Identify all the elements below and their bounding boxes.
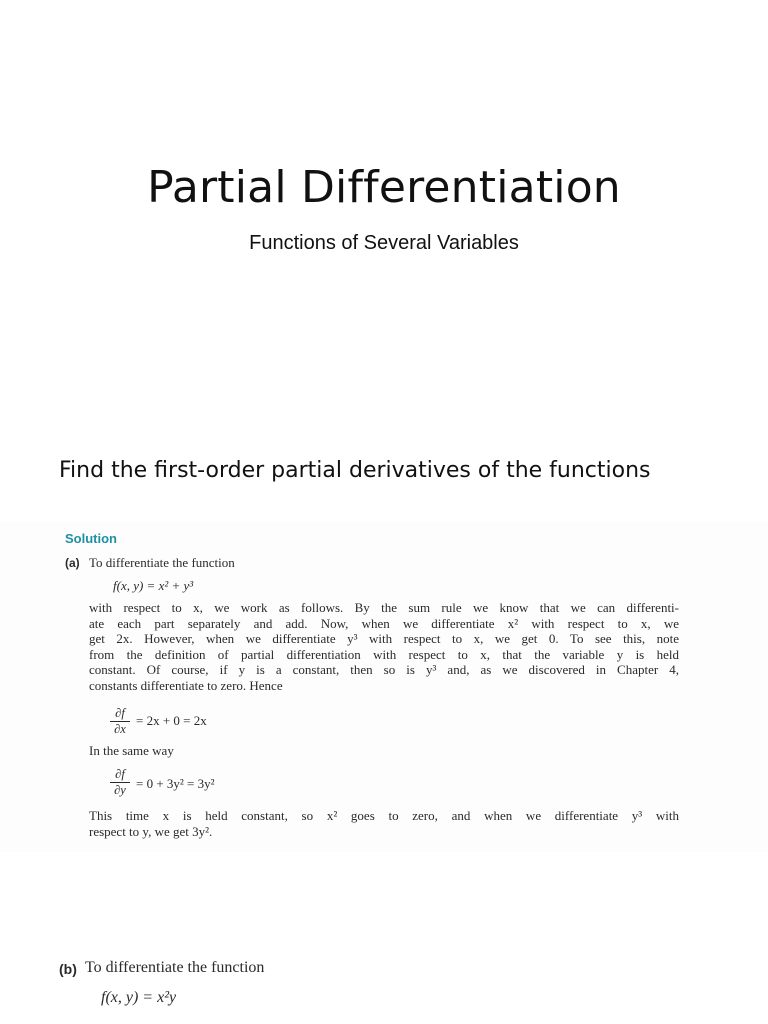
paragraph-line: with respect to x, we work as follows. By the sum rule we know that we can differenti-	[89, 600, 679, 615]
part-a-closing	[89, 808, 679, 839]
fraction-denominator: ∂y	[114, 783, 126, 797]
part-b-label: (b)	[59, 961, 77, 977]
paragraph-line: constant. Of course, if y is a constant, then so is y³ and, as we discovered in Chapter 4,	[89, 662, 679, 678]
fraction-denominator: ∂x	[114, 722, 126, 736]
part-a-label: (a)	[65, 556, 80, 570]
slide-heading: Find the first-order partial derivatives of the functions	[59, 458, 651, 483]
paragraph-line: ate each part separately and add. Now, when we differentiate x² with respect to x, we	[89, 615, 679, 631]
paragraph-line: from the definition of partial differentiation with respect to x, that the variable y is held	[89, 646, 679, 662]
fraction-numerator: ∂f	[115, 767, 125, 781]
paragraph-line: get 2x. However, when we differentiate y³ with respect to x, we get 0. To see this, note	[89, 631, 679, 647]
slide-title: Partial Differentiation	[147, 162, 621, 213]
part-a-paragraph	[89, 600, 679, 694]
solution-label: Solution	[65, 531, 117, 546]
dfdx-result: = 2x + 0 = 2x	[136, 713, 207, 728]
part-a-function: f(x, y) = x² + y³	[113, 578, 194, 593]
paragraph-line: This time x is held constant, so x² goes to zero, and when we differentiate y³ with	[89, 808, 679, 823]
fraction-numerator: ∂f	[115, 706, 125, 720]
part-a-intro: To differentiate the function	[89, 555, 235, 570]
part-b-intro: To differentiate the function	[85, 959, 265, 976]
dfdy-result: = 0 + 3y² = 3y²	[136, 776, 215, 791]
part-b-function: f(x, y) = x²y	[101, 989, 177, 1006]
same-way-text: In the same way	[89, 743, 174, 758]
paragraph-line: respect to y, we get 3y².	[89, 823, 213, 839]
slide-subtitle: Functions of Several Variables	[249, 232, 519, 254]
partial-f-partial-x	[110, 707, 130, 736]
partial-f-partial-y	[110, 768, 130, 797]
paragraph-line: constants differentiate to zero. Hence	[89, 677, 283, 693]
